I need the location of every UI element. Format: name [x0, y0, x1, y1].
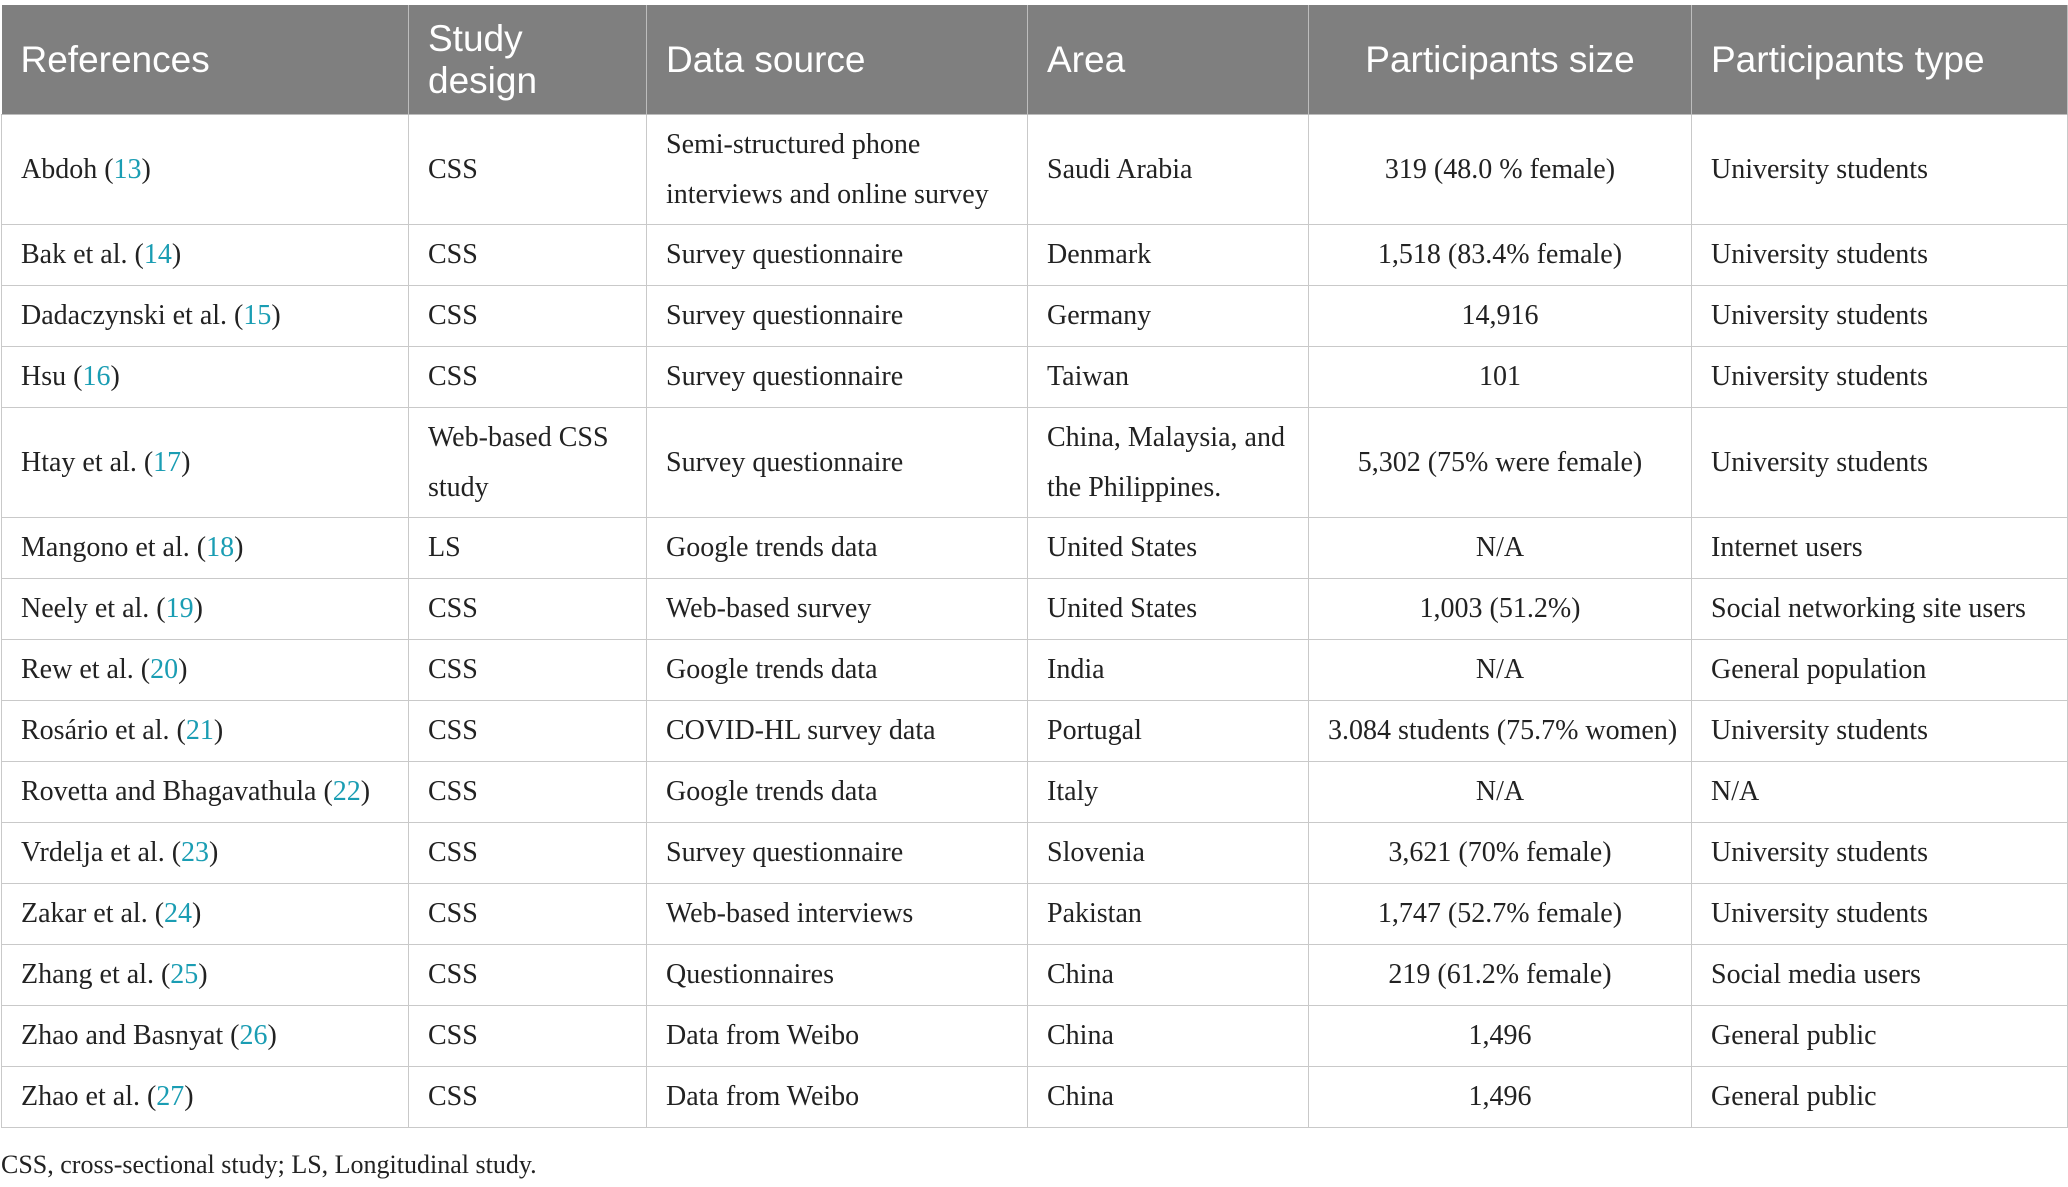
cell-participants-type: University students: [1692, 115, 2068, 225]
table-row: [2, 823, 2068, 884]
header-area: Area: [1028, 5, 1309, 115]
cell-area: Taiwan: [1028, 347, 1309, 408]
cell-participants-size: 319 (48.0 % female): [1309, 115, 1692, 225]
paren-close: ): [271, 300, 281, 331]
cell-data-source: Web-based interviews: [647, 884, 1028, 945]
author-text: Zhang et al. (: [21, 959, 171, 990]
author-text: Hsu (: [21, 361, 83, 392]
cell-area: Pakistan: [1028, 884, 1309, 945]
cell-data-source: Data from Weibo: [647, 1006, 1028, 1067]
table-row: [2, 408, 2068, 518]
cell-reference: [2, 945, 409, 1006]
reference-link[interactable]: 25: [170, 959, 199, 990]
cell-data-source: Google trends data: [647, 762, 1028, 823]
cell-study-design: CSS: [409, 884, 647, 945]
reference-link[interactable]: 21: [185, 715, 214, 746]
cell-study-design: LS: [409, 518, 647, 579]
cell-study-design: CSS: [409, 762, 647, 823]
author-text: Rew et al. (: [21, 654, 151, 685]
header-participants-type: Participants type: [1692, 5, 2068, 115]
cell-participants-type: University students: [1692, 701, 2068, 762]
cell-participants-type: General public: [1692, 1067, 2068, 1128]
reference-link[interactable]: 24: [164, 898, 193, 929]
cell-data-source: Web-based survey: [647, 579, 1028, 640]
cell-study-design: CSS: [409, 823, 647, 884]
table-row: [2, 945, 2068, 1006]
cell-data-source: COVID-HL survey data: [647, 701, 1028, 762]
cell-area: Slovenia: [1028, 823, 1309, 884]
cell-reference: [2, 1006, 409, 1067]
paren-close: ): [181, 446, 191, 478]
cell-reference: [2, 347, 409, 408]
reference-link[interactable]: 22: [332, 776, 361, 807]
reference-link[interactable]: 16: [82, 361, 111, 392]
cell-reference: [2, 884, 409, 945]
paren-close: ): [192, 898, 202, 929]
cell-participants-type: Social networking site users: [1692, 579, 2068, 640]
cell-participants-size: 219 (61.2% female): [1309, 945, 1692, 1006]
cell-data-source: Data from Weibo: [647, 1067, 1028, 1128]
cell-participants-size: 3,621 (70% female): [1309, 823, 1692, 884]
cell-study-design: CSS: [409, 1006, 647, 1067]
paren-close: ): [209, 837, 219, 868]
paren-close: ): [171, 239, 182, 270]
paren-close: ): [213, 715, 224, 746]
cell-reference: [2, 518, 409, 579]
cell-study-design: CSS: [409, 945, 647, 1006]
cell-participants-size: 1,518 (83.4% female): [1309, 225, 1692, 286]
table-footnote: CSS, cross-sectional study; LS, Longitudinal study.: [1, 1150, 537, 1179]
table-row: [2, 286, 2068, 347]
cell-participants-type: Social media users: [1692, 945, 2068, 1006]
author-text: Abdoh (: [21, 153, 114, 185]
table-row: [2, 115, 2068, 225]
cell-area: China: [1028, 945, 1309, 1006]
cell-reference: [2, 1067, 409, 1128]
cell-area: China: [1028, 1006, 1309, 1067]
paren-close: ): [178, 654, 188, 685]
paren-close: ): [193, 593, 203, 624]
cell-data-source: Survey questionnaire: [647, 225, 1028, 286]
cell-area: India: [1028, 640, 1309, 701]
cell-reference: [2, 286, 409, 347]
paren-close: ): [267, 1020, 277, 1051]
cell-participants-size: 1,003 (51.2%): [1309, 579, 1692, 640]
cell-participants-size: N/A: [1309, 762, 1692, 823]
cell-participants-type: General public: [1692, 1006, 2068, 1067]
cell-data-source: Questionnaires: [647, 945, 1028, 1006]
cell-participants-type: General population: [1692, 640, 2068, 701]
author-text: Bak et al. (: [21, 239, 144, 270]
cell-reference: [2, 115, 409, 225]
cell-data-source: Semi-structured phone interviews and online survey: [647, 115, 1028, 225]
cell-area: China, Malaysia, and the Philippines.: [1028, 408, 1309, 518]
cell-participants-type: N/A: [1692, 762, 2068, 823]
table-row: [2, 225, 2068, 286]
cell-participants-size: 5,302 (75% were female): [1309, 408, 1692, 518]
table-row: [2, 579, 2068, 640]
paren-close: ): [234, 532, 244, 563]
cell-reference: [2, 408, 409, 518]
studies-table-container: [1, 5, 2067, 1128]
table-row: [2, 884, 2068, 945]
cell-study-design: CSS: [409, 1067, 647, 1128]
table-row: [2, 1006, 2068, 1067]
cell-area: United States: [1028, 579, 1309, 640]
cell-reference: [2, 762, 409, 823]
paren-close: ): [141, 153, 151, 185]
cell-area: Italy: [1028, 762, 1309, 823]
cell-participants-size: 14,916: [1309, 286, 1692, 347]
cell-area: Germany: [1028, 286, 1309, 347]
table-row: [2, 762, 2068, 823]
paren-close: ): [198, 959, 208, 990]
cell-data-source: Survey questionnaire: [647, 286, 1028, 347]
paren-close: ): [110, 361, 120, 392]
header-study-design: Study design: [409, 5, 647, 115]
cell-area: United States: [1028, 518, 1309, 579]
cell-participants-type: University students: [1692, 408, 2068, 518]
cell-study-design: CSS: [409, 286, 647, 347]
author-text: Zakar et al. (: [21, 898, 165, 929]
cell-participants-size: 1,496: [1309, 1006, 1692, 1067]
cell-study-design: CSS: [409, 115, 647, 225]
author-text: Dadaczynski et al. (: [21, 300, 244, 331]
cell-data-source: Survey questionnaire: [647, 408, 1028, 518]
cell-area: Saudi Arabia: [1028, 115, 1309, 225]
reference-link[interactable]: 20: [150, 654, 179, 685]
cell-participants-size: 101: [1309, 347, 1692, 408]
cell-area: Denmark: [1028, 225, 1309, 286]
reference-link[interactable]: 13: [113, 153, 142, 185]
cell-data-source: Google trends data: [647, 518, 1028, 579]
reference-link[interactable]: 17: [153, 446, 182, 478]
cell-participants-type: University students: [1692, 347, 2068, 408]
cell-data-source: Survey questionnaire: [647, 823, 1028, 884]
cell-data-source: Survey questionnaire: [647, 347, 1028, 408]
cell-study-design: Web-based CSS study: [409, 408, 647, 518]
cell-participants-type: University students: [1692, 884, 2068, 945]
cell-reference: [2, 701, 409, 762]
cell-data-source: Google trends data: [647, 640, 1028, 701]
reference-link[interactable]: 27: [156, 1081, 185, 1112]
reference-link[interactable]: 18: [206, 532, 235, 563]
cell-participants-size: 3.084 students (75.7% women): [1309, 701, 1692, 762]
reference-link[interactable]: 26: [239, 1020, 268, 1051]
cell-reference: [2, 640, 409, 701]
author-text: Zhao and Basnyat (: [21, 1020, 240, 1051]
cell-study-design: CSS: [409, 225, 647, 286]
table-row: [2, 640, 2068, 701]
header-data-source: Data source: [647, 5, 1028, 115]
author-text: Vrdelja et al. (: [21, 837, 182, 868]
cell-study-design: CSS: [409, 347, 647, 408]
cell-participants-size: 1,747 (52.7% female): [1309, 884, 1692, 945]
reference-link[interactable]: 14: [143, 239, 172, 270]
author-text: Mangono et al. (: [21, 532, 207, 563]
reference-link[interactable]: 19: [165, 593, 194, 624]
author-text: Rovetta and Bhagavathula (: [21, 776, 333, 807]
table-header-row: [2, 5, 2068, 115]
table-row: [2, 518, 2068, 579]
cell-participants-size: N/A: [1309, 640, 1692, 701]
cell-reference: [2, 579, 409, 640]
cell-participants-type: Internet users: [1692, 518, 2068, 579]
cell-area: Portugal: [1028, 701, 1309, 762]
author-text: Zhao et al. (: [21, 1081, 157, 1112]
cell-participants-type: University students: [1692, 823, 2068, 884]
cell-participants-type: University students: [1692, 225, 2068, 286]
cell-participants-type: University students: [1692, 286, 2068, 347]
cell-participants-size: N/A: [1309, 518, 1692, 579]
author-text: Rosário et al. (: [21, 715, 186, 746]
cell-area: China: [1028, 1067, 1309, 1128]
reference-link[interactable]: 15: [243, 300, 272, 331]
table-row: [2, 701, 2068, 762]
paren-close: ): [184, 1081, 194, 1112]
header-participants-size: Participants size: [1309, 5, 1692, 115]
cell-study-design: CSS: [409, 579, 647, 640]
studies-table: [1, 5, 2068, 1128]
table-row: [2, 347, 2068, 408]
cell-study-design: CSS: [409, 640, 647, 701]
cell-reference: [2, 225, 409, 286]
reference-link[interactable]: 23: [181, 837, 210, 868]
header-references: References: [2, 5, 409, 115]
table-row: [2, 1067, 2068, 1128]
cell-study-design: CSS: [409, 701, 647, 762]
cell-participants-size: 1,496: [1309, 1067, 1692, 1128]
paren-close: ): [360, 776, 371, 807]
author-text: Neely et al. (: [21, 593, 166, 624]
author-text: Htay et al. (: [21, 446, 154, 478]
cell-reference: [2, 823, 409, 884]
